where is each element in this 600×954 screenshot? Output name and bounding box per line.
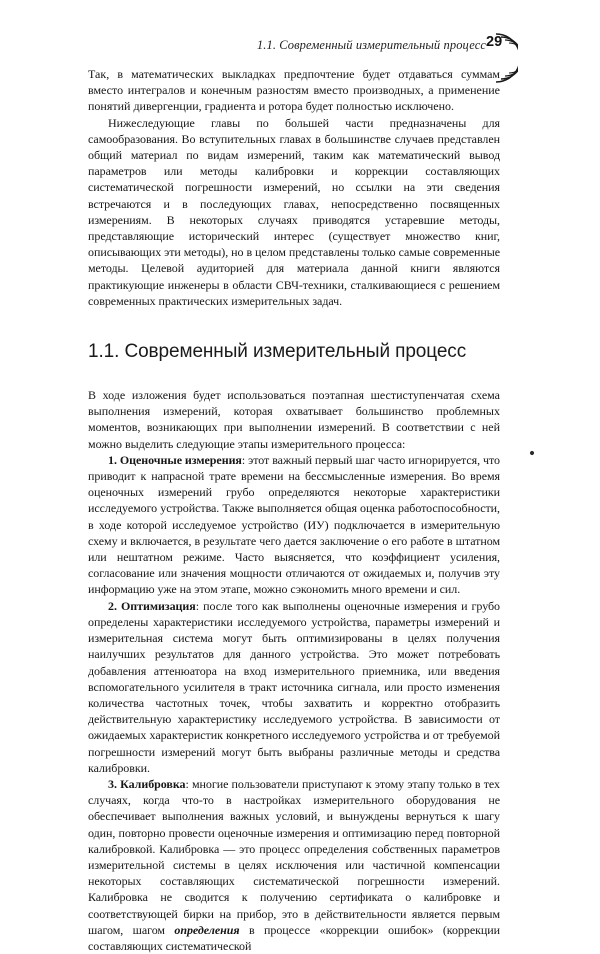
step-3-title: 3. Калибровка: [108, 776, 186, 791]
section-lead-paragraph: В ходе изложения будет использоваться поэтапная шестиступенчатая схема выполнения измерений, которая охватывает большинство проблемных моментов, возникающих при выполнении измерений. В соответствии с ней можно выделить следующие этапы измерительного процесса:: [88, 388, 500, 451]
running-title: 1.1. Современный измерительный процесс: [256, 38, 486, 52]
running-header: [0, 30, 600, 60]
step-3-emphasis: определения: [174, 922, 240, 937]
margin-mark: [529, 450, 534, 455]
step-1-text: : этот важный первый шаг часто игнорируется, что приводит к напрасной трате времени на бессмысленные измерения. Во время оценочных измерений грубо определяются некоторые характеристики исследуемого устройства. Также выполняется общая оценка работоспособности, в ходе которой исследуемое устройство (ИУ) подключается в измерительную схему и включается, в результате чего дается заключение о его работе в штатном или нештатном режиме. Часто выясняется, что коэффициент усиления, согласование или значения мощности отличаются от ожидаемых и, получив эту информацию уже на этом этапе, можно сэкономить много времени и сил.: [88, 452, 500, 597]
step-3-paragraph: [88, 776, 500, 954]
step-1-title: 1. Оценочные измерения: [108, 452, 242, 467]
step-2-text: : после того как выполнены оценочные измерения и грубо определены характеристики исследуемого устройства, параметры измерений и измерительная система могут быть оптимизированы в целях получения наилучших результатов для данного устройства. Это может потребовать добавления аттенюатора на вход измерительного приемника, или введения вспомогательного усилителя в тракт источника сигнала, или просто изменения количества частотных точек, чтобы захватить и корректно отобразить действительную характеристику исследуемого устройства. В зависимости от ожидаемых характеристик конкретного исследуемого устройства и от требуемой погрешности измерений могут быть выбраны различные методы и средства калибровки.: [88, 598, 500, 775]
intro-paragraph-1: Так, в математических выкладках предпочтение будет отдаваться суммам вместо интегралов и конечным разностям вместо производных, а применение понятий дивергенции, градиента и ротора будет полностью исключено.: [88, 67, 500, 114]
intro-paragraph-2: Нижеследующие главы по большей части предназначены для самообразования. Во вступительных главах в большинстве случаев представлен общий материал по видам измерений, таким как математический вывод параметров или методы калибровки и коррекции составляющих систематической погрешности измерений, но ссылки на эти сведения встречаются и в последующих главах, непосредственно посвященных измерениям. В некоторых случаях приводятся устаревшие методы, представляющие исторический интерес (существует множество книг, описывающих эти методы), но в целом представлены только самые современные методы. Целевой аудиторией для материала данной книги являются практикующие инженеры в области СВЧ-техники, сталкивающиеся с решением современных практических измерительных задач.: [88, 115, 500, 308]
step-2-paragraph: [88, 598, 500, 776]
step-3-tail: в процессе «коррекции ошибок» (коррекции составляющих систематической: [88, 922, 500, 953]
step-2-title: 2. Оптимизация: [108, 598, 196, 613]
step-1-paragraph: [88, 452, 500, 598]
section-heading: 1.1. Современный измерительный процесс: [88, 341, 467, 363]
page-content: [88, 66, 500, 954]
step-3-text: : многие пользователи приступают к этому этапу только в тех случаях, когда что-то в настройках измерительного оборудования не обеспечивает выполнения важных условий, и вынуждены вернуться к шагу один, повторно провести оценочные измерения и оптимизацию перед повторной калибровкой. Калибровка — это процесс определения собственных параметров измерительной системы в целях исключения или частичной компенсации некоторых составляющих систематической погрешности измерений. Калибровка не сводится к получению сертификата о калибровке и соответствующей бирки на прибор, это в действительности является первым шагом, шагом: [88, 776, 500, 937]
page-number: 29: [486, 34, 503, 50]
